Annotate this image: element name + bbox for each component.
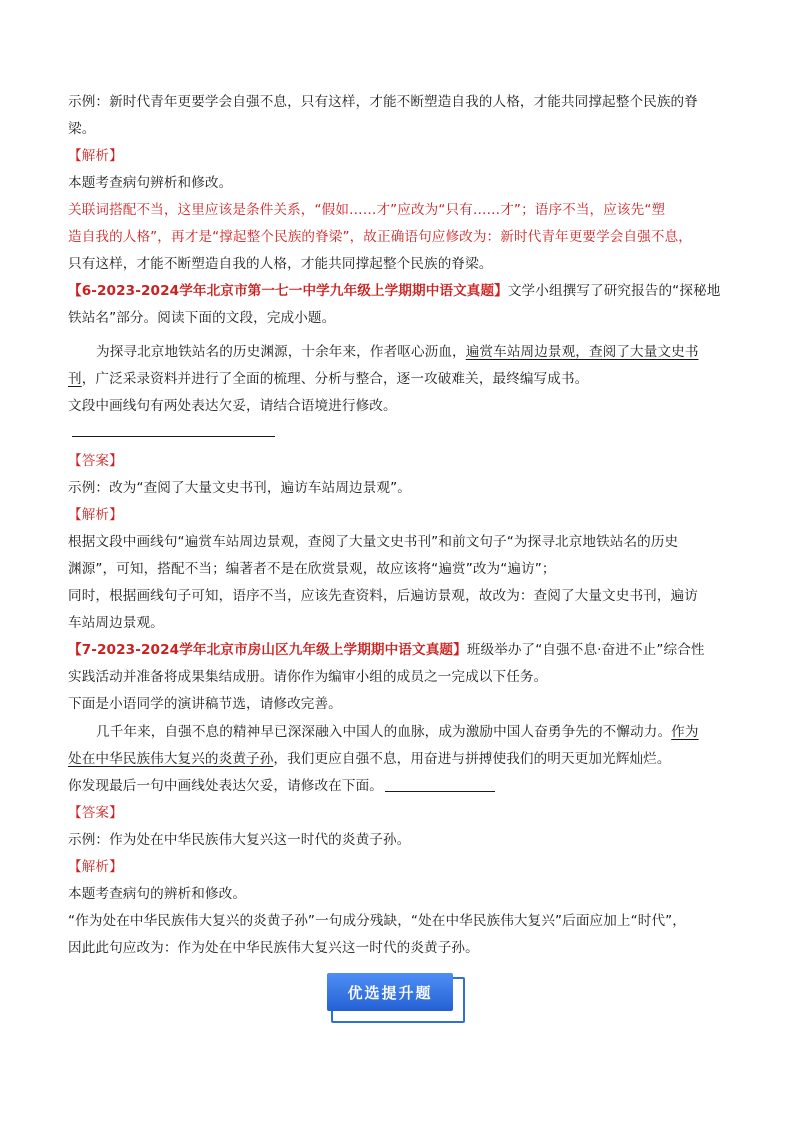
question-source: 【6-2023-2024学年北京市第一七一中学九年级上学期期中语文真题】 (68, 283, 508, 299)
analysis-text (68, 227, 748, 247)
text: 因此此句应改为：作为处在中华民族伟大复兴这一时代的炎黄子孙。 (68, 940, 479, 956)
analysis-text (68, 559, 748, 579)
text: 本题考查病句辨析和修改。 (68, 175, 233, 191)
question-prompt (68, 776, 748, 796)
text: 示例：作为处在中华民族伟大复兴这一时代的炎黄子孙。 (68, 832, 411, 848)
text: 渊源”，可知，搭配不当；编著者不是在欣赏景观，故应该将“遍赏”改为“遍访”； (68, 561, 556, 577)
answer-heading (68, 451, 748, 471)
question-7-header (68, 640, 748, 660)
text: 班级举办了“自强不息·奋进不止”综合性 (466, 642, 705, 658)
text: 你发现最后一句中画线处表达欠妥，请修改在下面。 (68, 778, 383, 794)
analysis-heading (68, 146, 748, 166)
question-text (68, 694, 748, 714)
text: 【答案】 (68, 805, 123, 821)
analysis-text (68, 173, 748, 193)
analysis-text (68, 254, 748, 274)
text: 下面是小语同学的演讲稿节选，请修改完善。 (68, 696, 342, 712)
text: 为探寻北京地铁站名的历史渊源，十余年来，作者呕心沥血， (96, 344, 466, 360)
text: 根据文段中画线句“遍赏车站周边景观，查阅了大量文史书刊”和前文句子“为探寻北京地铁站名的历史 (68, 534, 679, 550)
passage-line (96, 342, 748, 362)
text: 造自我的人格”，再才是“撑起整个民族的脊梁”，故正确语句应修改为：新时代青年更要学会自强不息， (68, 229, 692, 245)
text: 示例：新时代青年更要学会自强不息，只有这样，才能不断塑造自我的人格，才能共同撑起整个民族的脊 (68, 94, 698, 110)
text: 梁。 (68, 121, 96, 137)
passage-line (68, 369, 748, 389)
analysis-text (68, 586, 748, 606)
text: 【解析】 (68, 148, 123, 164)
answer-heading (68, 803, 748, 823)
analysis-text (68, 200, 748, 220)
question-source: 【7-2023-2024学年北京市房山区九年级上学期期中语文真题】 (68, 642, 467, 658)
text: ，我们更应自强不息，用奋进与拼搏使我们的明天更加光辉灿烂。 (273, 751, 671, 767)
banner-label: 优选提升题 (327, 973, 453, 1011)
passage-line (68, 749, 748, 769)
answer-blank (72, 436, 275, 437)
underlined-phrase: 作为 (671, 724, 699, 740)
example-answer-line (68, 119, 748, 139)
answer-text (68, 478, 748, 498)
section-banner (327, 973, 463, 1021)
text: 只有这样，才能不断塑造自我的人格，才能共同撑起整个民族的脊梁。 (68, 256, 493, 272)
analysis-text (68, 532, 748, 552)
text: “作为处在中华民族伟大复兴的炎黄子孙”一句成分残缺，“处在中华民族伟大复兴”后面应加上“时代”， (68, 913, 686, 929)
underlined-phrase: 处在中华民族伟大复兴的炎黄子孙 (68, 751, 274, 767)
question-text (68, 667, 748, 687)
analysis-text (68, 613, 748, 633)
text: 铁站名”部分。阅读下面的文段，完成小题。 (68, 310, 336, 326)
text: 【解析】 (68, 859, 123, 875)
text: 同时，根据画线句子可知，语序不当，应该先查资料，后遍访景观，故改为：查阅了大量文史书刊，遍访 (68, 588, 698, 604)
example-answer-line (68, 92, 748, 112)
text: 实践活动并准备将成果集结成册。请你作为编审小组的成员之一完成以下任务。 (68, 669, 548, 685)
text: 关联词搭配不当，这里应该是条件关系，“假如……才”应改为“只有……才”；语序不当，应该先“塑 (68, 202, 666, 218)
question-prompt (68, 396, 748, 416)
text: ，广泛采录资料并进行了全面的梳理、分析与整合，逐一攻破难关，最终编写成书。 (81, 371, 589, 387)
text: 文学小组撰写了研究报告的“探秘地 (507, 283, 721, 299)
underlined-sentence: 遍赏车站周边景观，查阅了大量文史书 (465, 344, 699, 360)
text: 本题考查病句的辨析和修改。 (68, 886, 247, 902)
underlined-sentence: 刊 (68, 371, 82, 387)
question-6-header (68, 281, 748, 301)
answer-blank (385, 777, 495, 792)
analysis-text (68, 884, 748, 904)
analysis-text (68, 938, 748, 958)
question-text (68, 308, 748, 328)
passage-line (96, 722, 748, 742)
text: 【答案】 (68, 453, 123, 469)
text: 几千年来，自强不息的精神早已深深融入中国人的血脉，成为激励中国人奋勇争先的不懈动力。 (96, 724, 672, 740)
text: 文段中画线句有两处表达欠妥，请结合语境进行修改。 (68, 398, 397, 414)
text: 车站周边景观。 (68, 615, 164, 631)
analysis-heading (68, 505, 748, 525)
analysis-text (68, 911, 748, 931)
text: 【解析】 (68, 507, 123, 523)
answer-text (68, 830, 748, 850)
text: 示例：改为“查阅了大量文史书刊，遍访车站周边景观”。 (68, 480, 411, 496)
analysis-heading (68, 857, 748, 877)
